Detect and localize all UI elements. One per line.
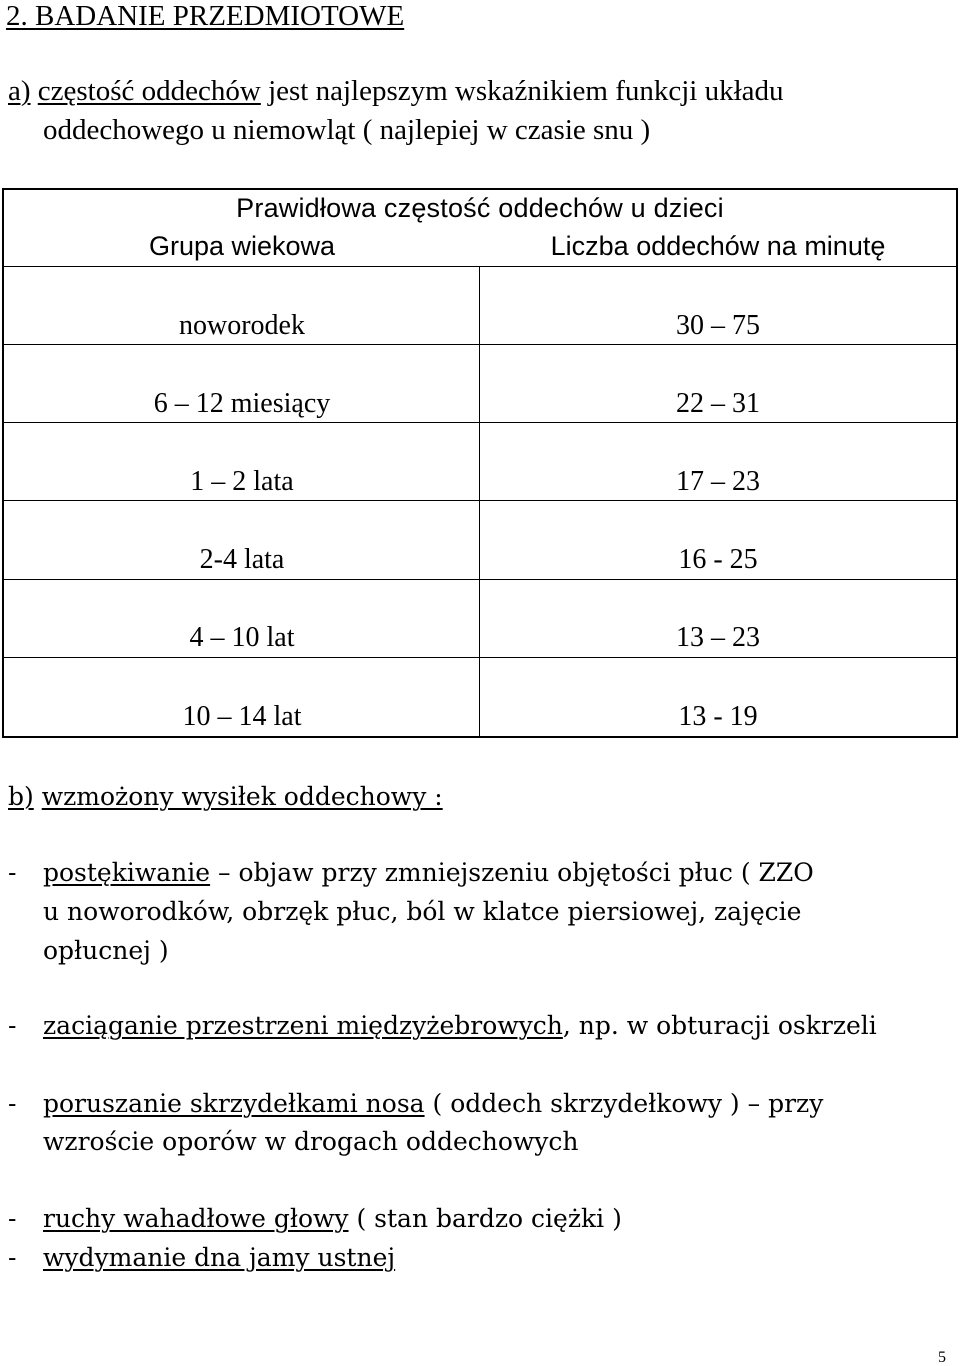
item-line-continuation: u noworodków, obrzęk płuc, ból w klatce piersiowej, zajęcie [43,897,802,926]
table-row-divider [2,657,958,658]
item-text: – objaw przy zmniejszeniu objętości płuc ( ZZO [210,858,814,887]
item-line [43,1245,395,1270]
table-header-divider [2,266,958,267]
section-a-term: częstość oddechów [37,75,261,107]
item-dash: - [8,1011,17,1040]
table-row-divider [2,500,958,501]
table-col2-header: Liczba oddechów na minutę [550,231,886,261]
table-border-right [956,188,958,738]
table-title: Prawidłowa częstość oddechów u dzieci [236,193,724,223]
section-b-text: wzmożony wysiłek oddechowy : [41,782,443,811]
table-row-divider [2,422,958,423]
item-text: ( stan bardzo ciężki ) [348,1204,622,1233]
table-border-bottom [2,736,958,738]
item-term: postękiwanie [43,858,211,887]
item-text: , np. w obturacji oskrzeli [562,1011,877,1040]
table-col1-header: Grupa wiekowa [148,231,336,261]
section-a-line1-text: jest najlepszym wskaźnikiem funkcji układu [260,75,784,107]
table-cell-age: 10 – 14 lat [182,701,302,732]
table-cell-rate: 17 – 23 [676,466,760,497]
item-line-continuation: wzroście oporów w drogach oddechowych [43,1127,579,1156]
page-number: 5 [938,1349,946,1366]
item-term: ruchy wahadłowe głowy [43,1204,349,1233]
table-cell-age: 4 – 10 lat [189,622,295,653]
section-heading: 2. BADANIE PRZEDMIOTOWE [6,0,405,32]
table-cell-rate: 22 – 31 [676,388,760,419]
item-dash: - [8,1204,17,1233]
table-cell-rate: 13 - 19 [678,701,758,732]
table-cell-rate: 30 – 75 [676,310,760,341]
table-row-divider [2,579,958,580]
item-dash: - [8,1243,17,1272]
table-border-left [2,188,4,738]
item-term: zaciąganie przestrzeni międzyżebrowych [43,1011,563,1040]
table-border-top [2,188,958,190]
item-term: wydymanie dna jamy ustnej [43,1243,396,1272]
item-line [43,1091,823,1116]
table-cell-rate: 16 - 25 [678,544,758,575]
item-text: ( oddech skrzydełkowy ) – przy [424,1089,824,1118]
item-line-continuation: opłucnej ) [43,936,169,965]
table-cell-age: noworodek [179,310,305,341]
table-cell-age: 1 – 2 lata [190,466,294,497]
section-a-marker: a) [8,75,31,107]
table-cell-age: 6 – 12 miesiący [153,388,331,419]
item-line [43,1206,622,1231]
item-line [43,1013,877,1038]
item-dash: - [8,1089,17,1118]
item-dash: - [8,858,17,887]
item-term: poruszanie skrzydełkami nosa [43,1089,425,1118]
table-cell-rate: 13 – 23 [676,622,760,653]
section-a-line1 [8,77,784,106]
section-b-line [8,784,443,809]
table-cell-age: 2-4 lata [199,544,285,575]
table-row-divider [2,344,958,345]
section-b-marker: b) [8,782,34,811]
item-line [43,860,814,885]
section-a-line2: oddechowego u niemowląt ( najlepiej w czasie snu ) [43,114,651,146]
